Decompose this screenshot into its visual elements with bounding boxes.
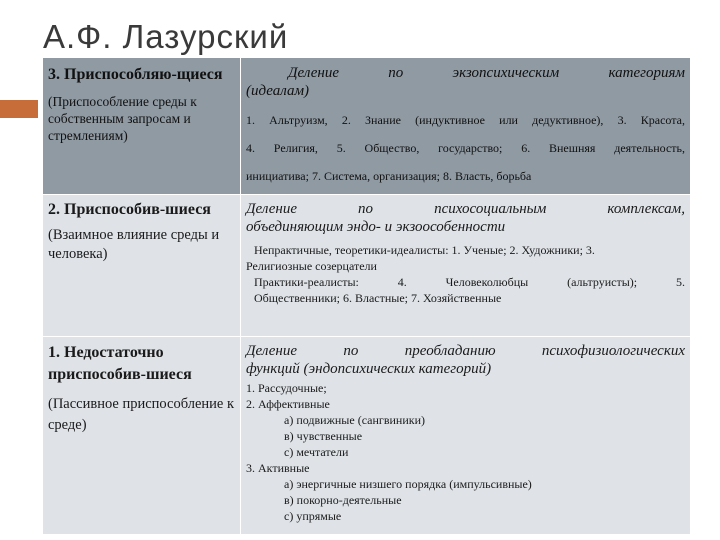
- level-2-description: (Взаимное влияние среды и человека): [48, 227, 220, 262]
- level-1-heading: 1. Недостаточно приспособив-шиеся: [48, 344, 192, 383]
- level-1-body-line: с) мечтатели: [284, 445, 349, 459]
- level-3-division-title: Деление по экзопсихическим категориям: [288, 65, 685, 81]
- level-1-content-cell: [241, 337, 690, 534]
- level-1-division-line2: функций (эндопсихических категорий): [246, 361, 492, 377]
- level-3-body-line: 1. Альтруизм, 2. Знание (индуктивное или дедуктивное), 3. Красота,: [246, 113, 685, 127]
- level-2-body-line: Непрактичные, теоретики-идеалисты: 1. Ученые; 2. Художники; 3.: [254, 243, 595, 257]
- page-title: А.Ф. Лазурский: [43, 18, 289, 55]
- level-1-description: (Пассивное приспособление к среде): [48, 396, 235, 433]
- level-2-division-title: Деление по психосоциальным комплексам,: [246, 201, 685, 217]
- level-2-body-line: Общественники; 6. Властные; 7. Хозяйственные: [254, 291, 502, 305]
- level-1-body-line: а) подвижные (сангвиники): [284, 413, 426, 427]
- level-1-body-line: в) чувственные: [284, 429, 363, 443]
- level-1-body-line: 1. Рассудочные;: [246, 381, 327, 395]
- level-3-heading: 3. Приспособляю-щиеся: [48, 66, 223, 83]
- level-3-label-cell: [43, 58, 240, 194]
- level-2-body-line: Религиозные созерцатели: [246, 259, 377, 273]
- level-1-body-line: 2. Аффективные: [246, 397, 330, 411]
- level-1-body-line: с) упрямые: [284, 509, 342, 523]
- level-3-body-line: 4. Религия, 5. Общество, государство; 6. Внешняя деятельность,: [246, 141, 685, 155]
- level-2-heading: 2. Приспособив-шиеся: [48, 201, 211, 218]
- level-3-body-line: инициатива; 7. Система, организация; 8. Власть, борьба: [246, 169, 532, 183]
- level-2-label-cell: [43, 195, 240, 336]
- level-3-content-cell: [241, 58, 690, 194]
- level-1-body-line: 3. Активные: [246, 461, 310, 475]
- level-1-division-title: Деление по преобладанию психофизиологических: [246, 343, 685, 359]
- level-2-body-line: Практики-реалисты: 4. Человеколюбцы (альтруисты); 5.: [254, 275, 685, 289]
- level-1-body-line: в) покорно-деятельные: [284, 493, 402, 507]
- level-2-division-line2: объединяющим эндо- и экзоособенности: [246, 219, 506, 235]
- level-3-description: (Приспособление среды к собственным запросам и стремлениям): [48, 94, 197, 143]
- level-3-division-line1: [246, 64, 685, 82]
- accent-bar: [0, 100, 38, 118]
- level-1-body-line: а) энергичные низшего порядка (импульсивные): [284, 477, 532, 491]
- level-1-label-cell: [43, 337, 240, 534]
- level-2-content-cell: [241, 195, 690, 336]
- level-3-division-line2: (идеалам): [246, 83, 310, 99]
